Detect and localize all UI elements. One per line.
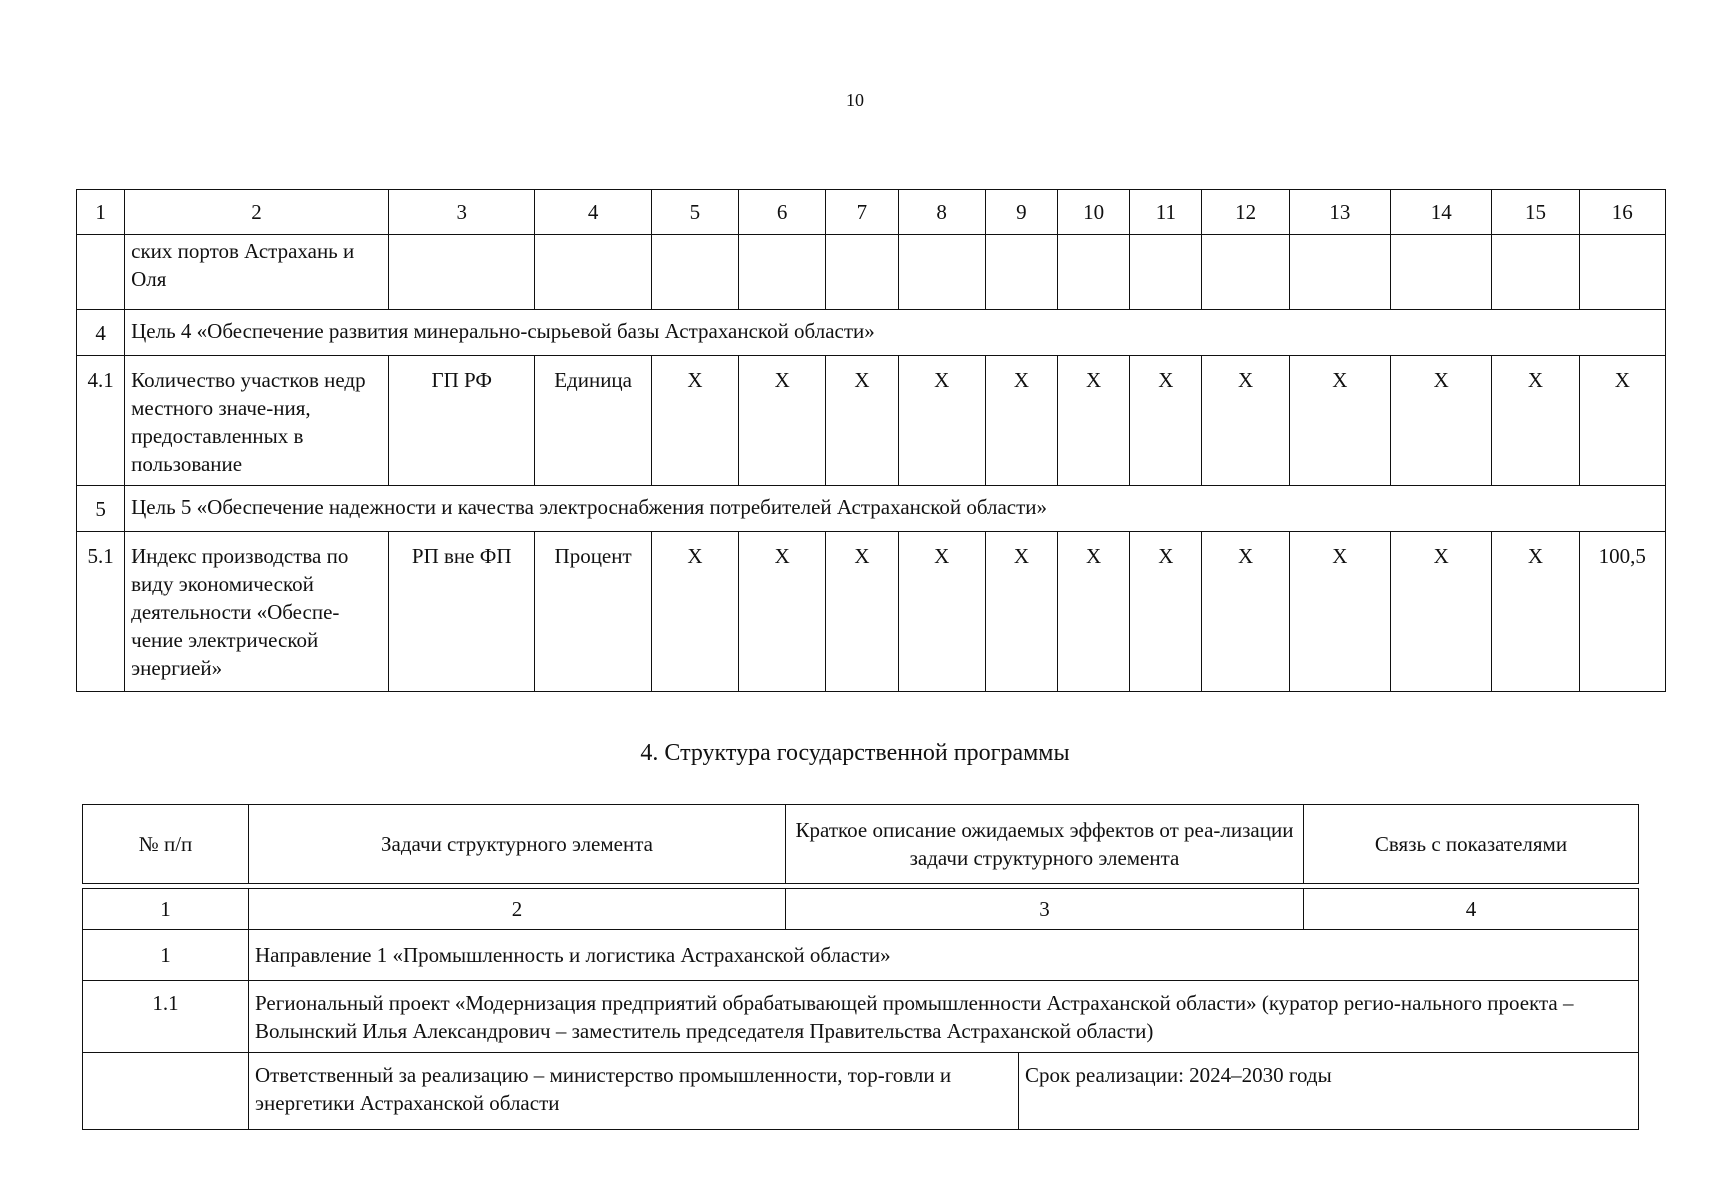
project-row	[83, 981, 1639, 1053]
header-effects: Краткое описание ожидаемых эффектов от реа-лизации задачи структурного элемента	[786, 805, 1304, 884]
value-cell: X	[1289, 532, 1390, 692]
value-cell: X	[1130, 532, 1202, 692]
value-cell: 100,5	[1579, 532, 1665, 692]
value-cell: X	[1391, 532, 1492, 692]
value-cell: X	[826, 532, 898, 692]
indicators-table	[76, 189, 1666, 692]
value-cell: X	[1058, 532, 1130, 692]
table-cell	[1130, 235, 1202, 310]
indicator-number: 4.1	[77, 356, 125, 486]
value-cell: X	[985, 532, 1057, 692]
col-header: 4	[535, 190, 651, 235]
project-text: Региональный проект «Модернизация предприятий обрабатывающей промышленности Астраханской области» (куратор регио-нального проекта – Волынский Илья Александрович – заместитель председателя Правительства Астраханской области)	[249, 981, 1639, 1053]
value-cell: X	[898, 532, 985, 692]
col-header: 14	[1391, 190, 1492, 235]
col-number: 3	[786, 889, 1304, 930]
value-cell: X	[1391, 356, 1492, 486]
value-cell: X	[1492, 356, 1579, 486]
value-cell: X	[985, 356, 1057, 486]
col-header: 7	[826, 190, 898, 235]
table-cell	[535, 235, 651, 310]
col-header: 1	[77, 190, 125, 235]
project-number: 1.1	[83, 981, 249, 1053]
term-text: Срок реализации: 2024–2030 годы	[1019, 1053, 1639, 1130]
col-number: 4	[1304, 889, 1639, 930]
program-structure-table	[82, 804, 1639, 1130]
table-cell	[388, 235, 534, 310]
goal-number: 5	[77, 486, 125, 532]
goal-number: 4	[77, 310, 125, 356]
col-header: 11	[1130, 190, 1202, 235]
direction-row	[83, 930, 1639, 981]
table-cell	[1289, 235, 1390, 310]
indicator-name: Количество участков недр местного значе-ния, предоставленных в пользование	[125, 356, 389, 486]
column-number-row	[77, 190, 1666, 235]
value-cell: X	[739, 356, 826, 486]
col-number: 2	[249, 889, 786, 930]
value-cell: X	[1202, 356, 1289, 486]
header-row	[83, 805, 1639, 884]
value-cell: X	[826, 356, 898, 486]
value-cell: X	[651, 356, 738, 486]
continuation-row	[77, 235, 1666, 310]
value-cell: X	[739, 532, 826, 692]
table-cell	[651, 235, 738, 310]
value-cell: X	[898, 356, 985, 486]
value-cell: X	[1130, 356, 1202, 486]
table-cell	[1202, 235, 1289, 310]
indicator-row	[77, 532, 1666, 692]
indicator-row	[77, 356, 1666, 486]
col-header: 3	[388, 190, 534, 235]
goal-row	[77, 486, 1666, 532]
value-cell: X	[1289, 356, 1390, 486]
goal-text: Цель 4 «Обеспечение развития минерально-сырьевой базы Астраханской области»	[125, 310, 1666, 356]
indicator-name: ских портов Астрахань и Оля	[125, 235, 389, 310]
column-number-row	[83, 889, 1639, 930]
value-cell: X	[1492, 532, 1579, 692]
value-cell: X	[1058, 356, 1130, 486]
value-cell: X	[1202, 532, 1289, 692]
empty-cell	[83, 1053, 249, 1130]
col-header: 5	[651, 190, 738, 235]
col-header: 6	[739, 190, 826, 235]
page-number: 10	[846, 90, 864, 110]
indicator-level: ГП РФ	[388, 356, 534, 486]
col-header: 8	[898, 190, 985, 235]
value-cell: X	[1579, 356, 1665, 486]
indicator-name: Индекс производства по виду экономической деятельности «Обеспе-чение электрической энергией»	[125, 532, 389, 692]
indicator-unit: Процент	[535, 532, 651, 692]
col-header: 9	[985, 190, 1057, 235]
table-cell	[1492, 235, 1579, 310]
table-cell	[77, 235, 125, 310]
col-header: 2	[125, 190, 389, 235]
col-header: 15	[1492, 190, 1579, 235]
goal-text: Цель 5 «Обеспечение надежности и качества электроснабжения потребителей Астраханской области»	[125, 486, 1666, 532]
direction-text: Направление 1 «Промышленность и логистика Астраханской области»	[249, 930, 1639, 981]
table-cell	[898, 235, 985, 310]
col-header: 12	[1202, 190, 1289, 235]
section-title: 4. Структура государственной программы	[640, 740, 1070, 766]
indicator-number: 5.1	[77, 532, 125, 692]
table-cell	[985, 235, 1057, 310]
col-header: 13	[1289, 190, 1390, 235]
header-num: № п/п	[83, 805, 249, 884]
table-cell	[826, 235, 898, 310]
col-number: 1	[83, 889, 249, 930]
direction-number: 1	[83, 930, 249, 981]
value-cell: X	[651, 532, 738, 692]
table-cell	[1058, 235, 1130, 310]
table-cell	[1391, 235, 1492, 310]
header-link: Связь с показателями	[1304, 805, 1639, 884]
table-cell	[739, 235, 826, 310]
indicator-unit: Единица	[535, 356, 651, 486]
table-cell	[1579, 235, 1665, 310]
header-tasks: Задачи структурного элемента	[249, 805, 786, 884]
responsible-text: Ответственный за реализацию – министерство промышленности, тор-говли и энергетики Астраханской области	[249, 1053, 1019, 1130]
goal-row	[77, 310, 1666, 356]
responsible-row	[83, 1053, 1639, 1130]
col-header: 16	[1579, 190, 1665, 235]
indicator-level: РП вне ФП	[388, 532, 534, 692]
col-header: 10	[1058, 190, 1130, 235]
